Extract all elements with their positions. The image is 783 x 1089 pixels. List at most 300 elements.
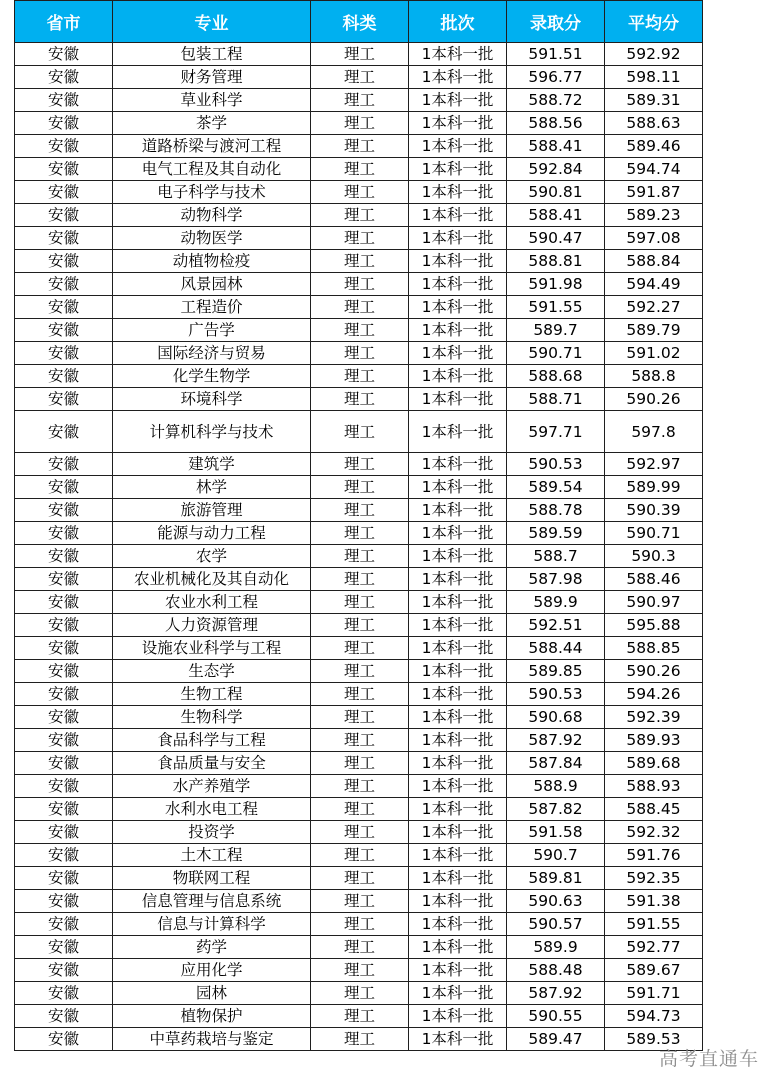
cell-avg-score: 590.39 [605, 499, 703, 522]
cell-province: 安徽 [15, 89, 113, 112]
cell-batch: 1本科一批 [409, 890, 507, 913]
cell-min-score: 596.77 [507, 66, 605, 89]
cell-major: 生物科学 [113, 706, 311, 729]
table-row [15, 135, 703, 158]
cell-major: 国际经济与贸易 [113, 342, 311, 365]
cell-avg-score: 592.27 [605, 296, 703, 319]
cell-subject: 理工 [311, 660, 409, 683]
cell-batch: 1本科一批 [409, 453, 507, 476]
cell-province: 安徽 [15, 296, 113, 319]
cell-avg-score: 590.3 [605, 545, 703, 568]
cell-major: 广告学 [113, 319, 311, 342]
cell-subject: 理工 [311, 890, 409, 913]
cell-major: 旅游管理 [113, 499, 311, 522]
cell-subject: 理工 [311, 204, 409, 227]
table-row [15, 112, 703, 135]
table-row [15, 614, 703, 637]
cell-avg-score: 588.93 [605, 775, 703, 798]
cell-province: 安徽 [15, 112, 113, 135]
cell-batch: 1本科一批 [409, 867, 507, 890]
cell-min-score: 589.54 [507, 476, 605, 499]
cell-subject: 理工 [311, 476, 409, 499]
cell-avg-score: 591.55 [605, 913, 703, 936]
table-row [15, 798, 703, 821]
cell-province: 安徽 [15, 411, 113, 453]
cell-major: 投资学 [113, 821, 311, 844]
cell-min-score: 589.85 [507, 660, 605, 683]
cell-subject: 理工 [311, 545, 409, 568]
cell-min-score: 589.9 [507, 936, 605, 959]
cell-subject: 理工 [311, 775, 409, 798]
cell-min-score: 589.59 [507, 522, 605, 545]
cell-avg-score: 588.63 [605, 112, 703, 135]
table-row [15, 181, 703, 204]
table-row [15, 545, 703, 568]
cell-province: 安徽 [15, 453, 113, 476]
cell-avg-score: 595.88 [605, 614, 703, 637]
cell-min-score: 591.51 [507, 43, 605, 66]
cell-province: 安徽 [15, 913, 113, 936]
cell-major: 建筑学 [113, 453, 311, 476]
cell-batch: 1本科一批 [409, 637, 507, 660]
cell-min-score: 590.53 [507, 453, 605, 476]
cell-province: 安徽 [15, 499, 113, 522]
cell-avg-score: 590.26 [605, 388, 703, 411]
table-row [15, 227, 703, 250]
cell-province: 安徽 [15, 158, 113, 181]
cell-min-score: 589.7 [507, 319, 605, 342]
cell-subject: 理工 [311, 250, 409, 273]
cell-province: 安徽 [15, 204, 113, 227]
table-row [15, 1028, 703, 1051]
cell-avg-score: 592.77 [605, 936, 703, 959]
cell-batch: 1本科一批 [409, 568, 507, 591]
cell-province: 安徽 [15, 250, 113, 273]
cell-major: 药学 [113, 936, 311, 959]
cell-subject: 理工 [311, 982, 409, 1005]
cell-major: 生态学 [113, 660, 311, 683]
cell-subject: 理工 [311, 499, 409, 522]
cell-avg-score: 590.71 [605, 522, 703, 545]
cell-subject: 理工 [311, 89, 409, 112]
cell-avg-score: 590.26 [605, 660, 703, 683]
cell-min-score: 590.68 [507, 706, 605, 729]
cell-major: 环境科学 [113, 388, 311, 411]
cell-avg-score: 597.08 [605, 227, 703, 250]
cell-subject: 理工 [311, 112, 409, 135]
cell-major: 设施农业科学与工程 [113, 637, 311, 660]
cell-subject: 理工 [311, 296, 409, 319]
cell-subject: 理工 [311, 227, 409, 250]
table-row [15, 706, 703, 729]
table-row [15, 729, 703, 752]
cell-province: 安徽 [15, 729, 113, 752]
table-row [15, 867, 703, 890]
table-row [15, 913, 703, 936]
cell-subject: 理工 [311, 821, 409, 844]
cell-major: 工程造价 [113, 296, 311, 319]
table-row [15, 388, 703, 411]
table-row [15, 342, 703, 365]
cell-batch: 1本科一批 [409, 135, 507, 158]
cell-min-score: 591.58 [507, 821, 605, 844]
cell-province: 安徽 [15, 365, 113, 388]
cell-avg-score: 594.73 [605, 1005, 703, 1028]
admission-score-table [14, 0, 703, 1051]
cell-subject: 理工 [311, 591, 409, 614]
cell-avg-score: 591.87 [605, 181, 703, 204]
cell-province: 安徽 [15, 844, 113, 867]
cell-subject: 理工 [311, 1028, 409, 1051]
cell-batch: 1本科一批 [409, 476, 507, 499]
table-row [15, 43, 703, 66]
cell-avg-score: 590.97 [605, 591, 703, 614]
cell-subject: 理工 [311, 568, 409, 591]
cell-min-score: 597.71 [507, 411, 605, 453]
cell-min-score: 588.71 [507, 388, 605, 411]
cell-province: 安徽 [15, 890, 113, 913]
cell-min-score: 589.47 [507, 1028, 605, 1051]
cell-min-score: 588.68 [507, 365, 605, 388]
cell-major: 林学 [113, 476, 311, 499]
cell-province: 安徽 [15, 476, 113, 499]
cell-batch: 1本科一批 [409, 821, 507, 844]
cell-batch: 1本科一批 [409, 411, 507, 453]
header-min-score: 录取分 [507, 1, 605, 43]
table-row [15, 296, 703, 319]
cell-province: 安徽 [15, 342, 113, 365]
cell-province: 安徽 [15, 936, 113, 959]
cell-avg-score: 592.92 [605, 43, 703, 66]
cell-avg-score: 594.74 [605, 158, 703, 181]
cell-batch: 1本科一批 [409, 775, 507, 798]
cell-subject: 理工 [311, 388, 409, 411]
cell-subject: 理工 [311, 959, 409, 982]
cell-province: 安徽 [15, 775, 113, 798]
cell-min-score: 588.44 [507, 637, 605, 660]
cell-province: 安徽 [15, 388, 113, 411]
cell-avg-score: 591.71 [605, 982, 703, 1005]
cell-batch: 1本科一批 [409, 43, 507, 66]
table-row [15, 204, 703, 227]
cell-major: 计算机科学与技术 [113, 411, 311, 453]
cell-batch: 1本科一批 [409, 1028, 507, 1051]
cell-min-score: 588.81 [507, 250, 605, 273]
cell-avg-score: 591.02 [605, 342, 703, 365]
cell-subject: 理工 [311, 729, 409, 752]
cell-subject: 理工 [311, 319, 409, 342]
cell-major: 人力资源管理 [113, 614, 311, 637]
cell-province: 安徽 [15, 982, 113, 1005]
cell-subject: 理工 [311, 453, 409, 476]
cell-min-score: 592.51 [507, 614, 605, 637]
cell-min-score: 588.7 [507, 545, 605, 568]
cell-major: 水产养殖学 [113, 775, 311, 798]
table-row [15, 591, 703, 614]
cell-subject: 理工 [311, 798, 409, 821]
cell-avg-score: 588.45 [605, 798, 703, 821]
cell-major: 财务管理 [113, 66, 311, 89]
header-row [15, 1, 703, 43]
cell-subject: 理工 [311, 522, 409, 545]
table-row [15, 637, 703, 660]
cell-batch: 1本科一批 [409, 1005, 507, 1028]
cell-batch: 1本科一批 [409, 683, 507, 706]
cell-avg-score: 588.84 [605, 250, 703, 273]
cell-min-score: 590.63 [507, 890, 605, 913]
cell-avg-score: 589.79 [605, 319, 703, 342]
cell-min-score: 590.81 [507, 181, 605, 204]
cell-subject: 理工 [311, 614, 409, 637]
cell-major: 化学生物学 [113, 365, 311, 388]
cell-province: 安徽 [15, 959, 113, 982]
cell-avg-score: 594.26 [605, 683, 703, 706]
table-row [15, 660, 703, 683]
cell-batch: 1本科一批 [409, 158, 507, 181]
cell-province: 安徽 [15, 273, 113, 296]
header-major: 专业 [113, 1, 311, 43]
cell-batch: 1本科一批 [409, 844, 507, 867]
cell-major: 物联网工程 [113, 867, 311, 890]
cell-subject: 理工 [311, 867, 409, 890]
table-row [15, 1005, 703, 1028]
cell-subject: 理工 [311, 135, 409, 158]
table-row [15, 273, 703, 296]
cell-batch: 1本科一批 [409, 112, 507, 135]
cell-major: 园林 [113, 982, 311, 1005]
cell-min-score: 590.47 [507, 227, 605, 250]
cell-province: 安徽 [15, 66, 113, 89]
cell-avg-score: 594.49 [605, 273, 703, 296]
cell-avg-score: 589.99 [605, 476, 703, 499]
cell-major: 道路桥梁与渡河工程 [113, 135, 311, 158]
table-row [15, 821, 703, 844]
cell-batch: 1本科一批 [409, 522, 507, 545]
cell-province: 安徽 [15, 706, 113, 729]
cell-batch: 1本科一批 [409, 273, 507, 296]
cell-avg-score: 592.97 [605, 453, 703, 476]
table-row [15, 522, 703, 545]
cell-batch: 1本科一批 [409, 499, 507, 522]
cell-avg-score: 597.8 [605, 411, 703, 453]
table-row [15, 319, 703, 342]
cell-batch: 1本科一批 [409, 296, 507, 319]
table-row [15, 844, 703, 867]
table-row [15, 568, 703, 591]
cell-min-score: 588.41 [507, 204, 605, 227]
cell-batch: 1本科一批 [409, 227, 507, 250]
table-row [15, 158, 703, 181]
header-avg-score: 平均分 [605, 1, 703, 43]
cell-min-score: 588.41 [507, 135, 605, 158]
cell-major: 能源与动力工程 [113, 522, 311, 545]
cell-batch: 1本科一批 [409, 388, 507, 411]
cell-subject: 理工 [311, 637, 409, 660]
cell-min-score: 590.7 [507, 844, 605, 867]
cell-province: 安徽 [15, 43, 113, 66]
table-row [15, 959, 703, 982]
table-row [15, 411, 703, 453]
cell-province: 安徽 [15, 614, 113, 637]
table-row [15, 752, 703, 775]
cell-min-score: 588.9 [507, 775, 605, 798]
cell-avg-score: 592.39 [605, 706, 703, 729]
cell-major: 水利水电工程 [113, 798, 311, 821]
watermark-text: 高考直通车 [658, 1048, 759, 1070]
cell-province: 安徽 [15, 660, 113, 683]
cell-major: 食品科学与工程 [113, 729, 311, 752]
cell-subject: 理工 [311, 273, 409, 296]
cell-major: 农业机械化及其自动化 [113, 568, 311, 591]
cell-major: 信息管理与信息系统 [113, 890, 311, 913]
cell-batch: 1本科一批 [409, 913, 507, 936]
cell-avg-score: 591.38 [605, 890, 703, 913]
cell-province: 安徽 [15, 545, 113, 568]
cell-major: 应用化学 [113, 959, 311, 982]
cell-province: 安徽 [15, 867, 113, 890]
cell-subject: 理工 [311, 158, 409, 181]
table-row [15, 365, 703, 388]
table-row [15, 250, 703, 273]
cell-province: 安徽 [15, 637, 113, 660]
cell-province: 安徽 [15, 821, 113, 844]
cell-min-score: 590.71 [507, 342, 605, 365]
cell-major: 植物保护 [113, 1005, 311, 1028]
cell-batch: 1本科一批 [409, 752, 507, 775]
cell-min-score: 588.72 [507, 89, 605, 112]
cell-major: 中草药栽培与鉴定 [113, 1028, 311, 1051]
cell-avg-score: 588.46 [605, 568, 703, 591]
cell-min-score: 590.53 [507, 683, 605, 706]
cell-major: 信息与计算科学 [113, 913, 311, 936]
cell-batch: 1本科一批 [409, 591, 507, 614]
cell-major: 电子科学与技术 [113, 181, 311, 204]
cell-min-score: 588.78 [507, 499, 605, 522]
cell-major: 食品质量与安全 [113, 752, 311, 775]
table-row [15, 982, 703, 1005]
cell-min-score: 587.82 [507, 798, 605, 821]
cell-batch: 1本科一批 [409, 706, 507, 729]
cell-batch: 1本科一批 [409, 250, 507, 273]
cell-avg-score: 589.46 [605, 135, 703, 158]
table-row [15, 89, 703, 112]
table-header [15, 1, 703, 43]
cell-province: 安徽 [15, 1028, 113, 1051]
cell-min-score: 588.56 [507, 112, 605, 135]
cell-batch: 1本科一批 [409, 66, 507, 89]
cell-avg-score: 592.32 [605, 821, 703, 844]
cell-batch: 1本科一批 [409, 89, 507, 112]
cell-avg-score: 589.68 [605, 752, 703, 775]
cell-subject: 理工 [311, 752, 409, 775]
cell-major: 茶学 [113, 112, 311, 135]
table-row [15, 476, 703, 499]
table-row [15, 66, 703, 89]
cell-major: 农业水利工程 [113, 591, 311, 614]
cell-province: 安徽 [15, 227, 113, 250]
cell-major: 电气工程及其自动化 [113, 158, 311, 181]
cell-subject: 理工 [311, 683, 409, 706]
cell-min-score: 592.84 [507, 158, 605, 181]
cell-major: 草业科学 [113, 89, 311, 112]
cell-major: 土木工程 [113, 844, 311, 867]
cell-major: 动植物检疫 [113, 250, 311, 273]
table-row [15, 890, 703, 913]
cell-avg-score: 589.93 [605, 729, 703, 752]
cell-min-score: 587.84 [507, 752, 605, 775]
cell-avg-score: 589.53 [605, 1028, 703, 1051]
cell-batch: 1本科一批 [409, 545, 507, 568]
table-row [15, 936, 703, 959]
cell-avg-score: 592.35 [605, 867, 703, 890]
cell-subject: 理工 [311, 936, 409, 959]
cell-batch: 1本科一批 [409, 342, 507, 365]
cell-avg-score: 588.85 [605, 637, 703, 660]
cell-batch: 1本科一批 [409, 936, 507, 959]
cell-batch: 1本科一批 [409, 319, 507, 342]
cell-avg-score: 598.11 [605, 66, 703, 89]
cell-batch: 1本科一批 [409, 729, 507, 752]
cell-min-score: 590.57 [507, 913, 605, 936]
cell-min-score: 591.98 [507, 273, 605, 296]
cell-major: 风景园林 [113, 273, 311, 296]
cell-major: 包装工程 [113, 43, 311, 66]
cell-batch: 1本科一批 [409, 204, 507, 227]
cell-min-score: 589.81 [507, 867, 605, 890]
cell-batch: 1本科一批 [409, 959, 507, 982]
cell-major: 动物医学 [113, 227, 311, 250]
table-body [15, 43, 703, 1051]
header-subject: 科类 [311, 1, 409, 43]
cell-subject: 理工 [311, 181, 409, 204]
table-row [15, 775, 703, 798]
cell-batch: 1本科一批 [409, 614, 507, 637]
cell-batch: 1本科一批 [409, 798, 507, 821]
cell-province: 安徽 [15, 683, 113, 706]
cell-min-score: 591.55 [507, 296, 605, 319]
cell-avg-score: 591.76 [605, 844, 703, 867]
cell-batch: 1本科一批 [409, 181, 507, 204]
cell-avg-score: 589.31 [605, 89, 703, 112]
table-row [15, 453, 703, 476]
cell-min-score: 587.98 [507, 568, 605, 591]
cell-province: 安徽 [15, 135, 113, 158]
cell-major: 动物科学 [113, 204, 311, 227]
cell-province: 安徽 [15, 522, 113, 545]
cell-subject: 理工 [311, 1005, 409, 1028]
cell-province: 安徽 [15, 1005, 113, 1028]
cell-batch: 1本科一批 [409, 365, 507, 388]
header-province: 省市 [15, 1, 113, 43]
cell-province: 安徽 [15, 181, 113, 204]
cell-subject: 理工 [311, 913, 409, 936]
cell-subject: 理工 [311, 342, 409, 365]
cell-batch: 1本科一批 [409, 982, 507, 1005]
cell-province: 安徽 [15, 752, 113, 775]
cell-min-score: 587.92 [507, 729, 605, 752]
cell-avg-score: 589.23 [605, 204, 703, 227]
cell-province: 安徽 [15, 798, 113, 821]
cell-province: 安徽 [15, 568, 113, 591]
cell-avg-score: 589.67 [605, 959, 703, 982]
table-row [15, 499, 703, 522]
cell-subject: 理工 [311, 365, 409, 388]
cell-min-score: 589.9 [507, 591, 605, 614]
cell-subject: 理工 [311, 706, 409, 729]
cell-avg-score: 588.8 [605, 365, 703, 388]
cell-min-score: 588.48 [507, 959, 605, 982]
cell-subject: 理工 [311, 66, 409, 89]
